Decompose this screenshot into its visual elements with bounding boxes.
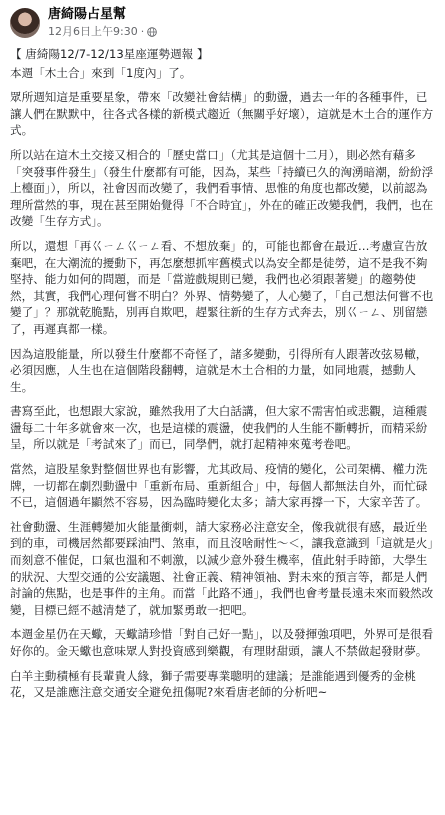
- separator-dot: ·: [140, 25, 145, 38]
- post-header: [10, 6, 435, 46]
- post-paragraph: 所以，還想「再巜ㄧㄥ巜ㄧㄥ看、不想放棄」的，可能也都會在最近…考慮宣告放棄吧，在大潮流的擾動下，再怎麼想抓牢舊模式以為安全都是徒勞，這不是我不夠堅持、能力如何的問題，而是「當遊戲規則已變，我們也必須跟著變」的趨勢使然，其實，我們心理何嘗不明白？外界、情勢變了，人心變了，「自己想法何嘗不也變了」？那就乾脆點，別再自欺吧，趕緊往新的生存方式奔去，別巜ㄧㄥ、別留戀了，再遲真都一樣。: [10, 238, 434, 336]
- post-timestamp[interactable]: 12月6日上午9:30: [48, 25, 138, 38]
- post-paragraph: 社會動盪、生涯轉變加火能量衝刺，請大家務必注意安全，像我就很有感，最近坐到的車，司機居然都要踩油門、煞車，而且沒啥耐性～＜，讓我意識到「這就是火」而刻意不催促，口氣也溫和不刺激，以減少意外發生機率，值此射手時節，大學生的狀況、大型交通的公安議題、社會正義、精神領袖、對未來的預言等，都是人們討論的焦點，也是事件的主角。而當「此路不通」，我們也會考量長遠未來而毅然改變，目標已經不越清楚了，就加緊勇敢一把吧。: [10, 519, 434, 617]
- author-avatar[interactable]: [10, 8, 40, 38]
- post-paragraph: 當然，這股星象對整個世界也有影響，尤其政局、疫情的變化，公司架構、權力洗牌，一切都在劇烈動盪中「重新布局、重新組合」中，每個人都無法自外，而忙碌不已，這個過年顯然不容易，因為臨時變化太多；請大家再撐一下，大家辛苦了。: [10, 462, 428, 510]
- post-paragraph: 因為這股能量，所以發生什麼都不奇怪了，諸多變動，引得所有人跟著改弦易轍，必須因應，人生也在這個階段翻轉，這就是木土合相的力量，如同地震，撼動人生。: [10, 346, 428, 394]
- post-title: 【 唐綺陽12/7-12/13星座運勢週報 】: [10, 47, 209, 61]
- post-paragraph: 眾所週知這是重要星象，帶來「改變社會結構」的動盪，過去一年的各種事件，已讓人們在默默中，往各式各樣的新模式趨近（無關乎好壞），這就是木土合的運作方式。: [10, 90, 434, 138]
- post-paragraph: 本週金星仍在天蠍，天蠍請珍惜「對自己好一點」，以及發揮強項吧，外界可是很看好你的。金天蠍也意味眾人對投資感到樂觀，有理財甜頭，讓人不禁做起發財夢。: [10, 627, 434, 658]
- post-meta: [48, 6, 157, 39]
- post-paragraph: 本週「木土合」來到「1度內」了。: [10, 65, 192, 80]
- author-name[interactable]: 唐綺陽占星幫: [48, 7, 127, 22]
- post-paragraph: 所以站在這木土交接又相合的「歷史當口」（尤其是這個十二月），則必然有藉多「突發事件發生」（發生什麼都有可能，因為，某些「持續已久的洶湧暗潮，紛紛浮上檯面」），所以，社會因而改變了，我們看事情、思惟的角度也都改變，以前認為理所當然的事，現在甚至開始覺得「不合時宜」，外在的確正改變我們，我們，也在改變「生存方式」。: [10, 147, 434, 229]
- post-subline: [48, 24, 157, 39]
- post-paragraph: 書寫至此，也想跟大家說，雖然我用了大白話講，但大家不需害怕或悲觀，這種震盪每二十年多就會來一次，也是這樣的震盪，使我們的人生能不斷轉折，而精采紛呈，所以就是「考試來了」而已，同學們，就打起精神來蒐考卷吧。: [10, 404, 428, 452]
- post-paragraph: 白羊主動積極有長輩貴人緣，獅子需要專業聰明的建議；是誰能遇到優秀的金桃花，又是誰應注意交通安全避免扭傷呢?來看唐老師的分析吧~: [10, 668, 416, 700]
- post-body: [10, 46, 435, 701]
- globe-icon[interactable]: [147, 27, 157, 37]
